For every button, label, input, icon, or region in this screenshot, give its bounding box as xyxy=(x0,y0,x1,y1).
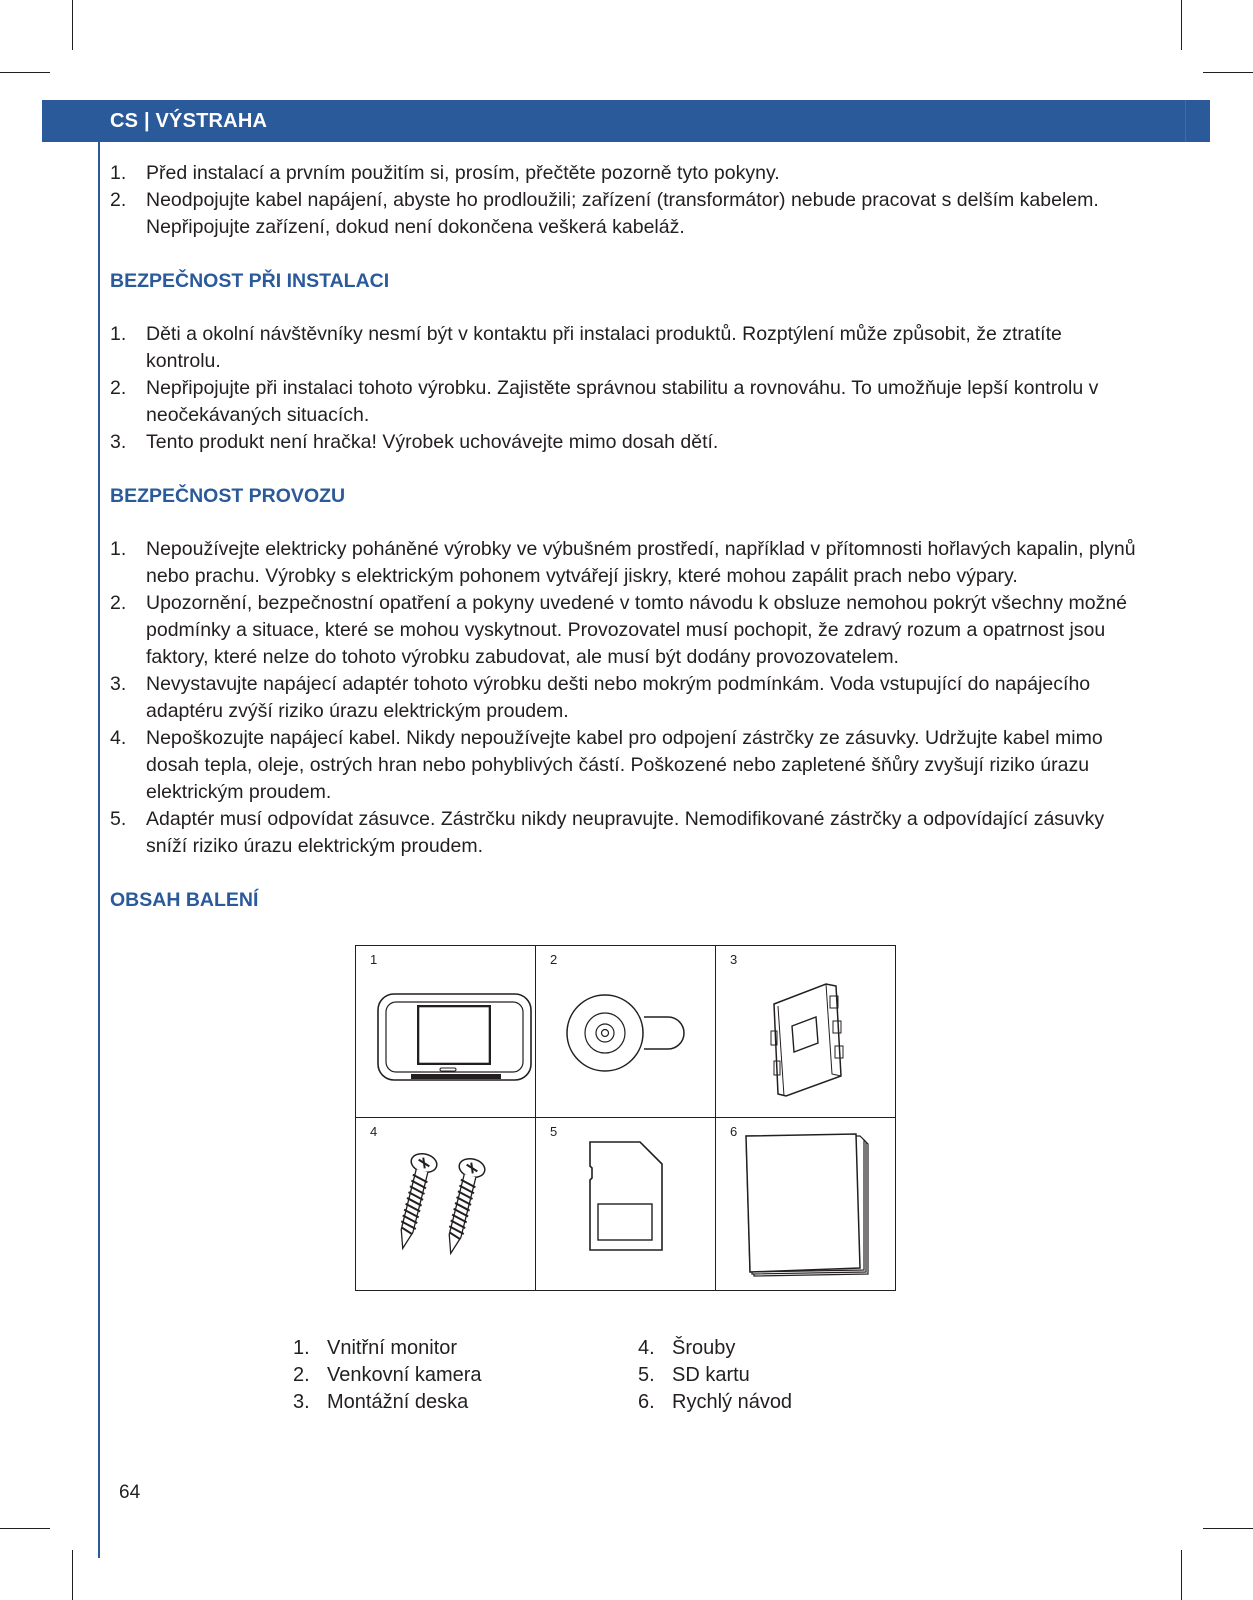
list-item xyxy=(110,429,1140,456)
figure-cell-6 xyxy=(716,1118,895,1290)
heading-installation-safety: BEZPEČNOST PŘI INSTALACI xyxy=(110,270,390,292)
sd-card-icon xyxy=(536,1118,716,1290)
crop-mark xyxy=(1181,0,1182,50)
item-text: Nepřipojujte při instalaci tohoto výrobku. Zajistěte správnou stabilitu a rovnováhu. To umožňuje lepší kontrolu v neočekávaných situacích. xyxy=(146,377,1099,426)
item-text: Nepoškozujte napájecí kabel. Nikdy nepoužívejte kabel pro odpojení zástrčky ze zásuvky. Udržujte kabel mimo dosah tepla, oleje, ostrých hran nebo pohyblivých částí. Poškozené nebo zapletené šňůry zvyšují riziko úrazu elektrickým proudem. xyxy=(146,727,1103,803)
mounting-plate-icon xyxy=(716,946,897,1118)
figure-cell-1 xyxy=(356,946,536,1118)
page-title: CS | VÝSTRAHA xyxy=(110,110,268,132)
figure-cell-4 xyxy=(356,1118,536,1290)
figure-cell-2 xyxy=(536,946,716,1118)
figure-cell-number: 4 xyxy=(370,1124,378,1139)
legend-item xyxy=(293,1389,482,1416)
item-text: Upozornění, bezpečnostní opatření a pokyny uvedené v tomto návodu k obsluze nemohou pokrýt všechny možné podmínky a situace, které se mohou vyskytnout. Provozovatel musí pochopit, že zdravý rozum a opatrnost jsou faktory, které nelze do tohoto výrobku zabudovat, ale musí být dodány provozovatelem. xyxy=(146,592,1128,668)
item-number: 5. xyxy=(638,1364,655,1386)
crop-mark xyxy=(0,1528,50,1529)
item-number: 4. xyxy=(638,1337,655,1359)
item-text: Nepoužívejte elektricky poháněné výrobky ve výbušném prostředí, například v přítomnosti hořlavých kapalin, plynů nebo prachu. Výrobky s elektrickým pohonem vytvářejí jiskry, které mohou zapálit prach nebo výpary. xyxy=(146,538,1136,587)
item-number: 2. xyxy=(110,189,127,211)
section-header-bar xyxy=(42,100,1210,142)
item-text: Rychlý návod xyxy=(672,1391,793,1413)
heading-operation-safety: BEZPEČNOST PROVOZU xyxy=(110,485,346,507)
item-number: 3. xyxy=(110,673,127,695)
legend-column-left xyxy=(293,1335,482,1416)
item-number: 1. xyxy=(110,323,127,345)
installation-list xyxy=(110,321,1140,456)
item-number: 1. xyxy=(293,1337,310,1359)
item-text: Neodpojujte kabel napájení, abyste ho prodloužili; zařízení (transformátor) nebude pracovat s delším kabelem. Nepřipojujte zařízení, dokud není dokončena veškerá kabeláž. xyxy=(146,189,1099,238)
legend-item xyxy=(638,1389,792,1416)
item-number: 3. xyxy=(293,1391,310,1413)
item-text: Nevystavujte napájecí adaptér tohoto výrobku dešti nebo mokrým podmínkám. Voda vstupující do napájecího adaptéru zvýší riziko úrazu elektrickým proudem. xyxy=(146,673,1091,722)
list-item xyxy=(110,806,1140,860)
legend-item xyxy=(293,1335,482,1362)
outdoor-camera-icon xyxy=(536,946,716,1118)
item-number: 1. xyxy=(110,162,127,184)
quick-guide-icon xyxy=(716,1118,897,1290)
item-text: Šrouby xyxy=(672,1337,736,1359)
item-text: SD kartu xyxy=(672,1364,750,1386)
figure-cell-number: 1 xyxy=(370,952,378,967)
intro-list xyxy=(110,160,1140,241)
item-number: 2. xyxy=(110,592,127,614)
margin-rule xyxy=(98,140,100,1558)
crop-mark xyxy=(1203,72,1253,73)
item-text: Před instalací a prvním použitím si, prosím, přečtěte pozorně tyto pokyny. xyxy=(146,162,780,184)
figure-cell-5 xyxy=(536,1118,716,1290)
item-number: 2. xyxy=(110,377,127,399)
figure-cell-number: 6 xyxy=(730,1124,738,1139)
figure-cell-number: 5 xyxy=(550,1124,558,1139)
list-item xyxy=(110,160,1140,187)
list-item xyxy=(110,536,1140,590)
figure-cell-number: 2 xyxy=(550,952,558,967)
item-number: 2. xyxy=(293,1364,310,1386)
crop-mark xyxy=(72,1550,73,1600)
legend-item xyxy=(638,1362,792,1389)
main-content xyxy=(110,160,1140,913)
figure-cell-number: 3 xyxy=(730,952,738,967)
item-text: Vnitřní monitor xyxy=(327,1337,458,1359)
crop-mark xyxy=(1203,1528,1253,1529)
item-text: Tento produkt není hračka! Výrobek uchovávejte mimo dosah dětí. xyxy=(146,431,719,453)
list-item xyxy=(110,590,1140,671)
list-item xyxy=(110,725,1140,806)
indoor-monitor-icon xyxy=(356,946,536,1118)
item-text: Adaptér musí odpovídat zásuvce. Zástrčku nikdy neupravujte. Nemodifikované zástrčky a odpovídající zásuvky sníží riziko úrazu elektrickým proudem. xyxy=(146,808,1105,857)
legend-column-right xyxy=(638,1335,792,1416)
list-item xyxy=(110,187,1140,241)
figure-cell-3 xyxy=(716,946,895,1118)
crop-mark xyxy=(72,0,73,50)
item-text: Montážní deska xyxy=(327,1391,469,1413)
item-number: 3. xyxy=(110,431,127,453)
crop-mark xyxy=(0,72,50,73)
screws-icon xyxy=(356,1118,536,1290)
item-number: 6. xyxy=(638,1391,655,1413)
page-number: 64 xyxy=(119,1482,141,1503)
heading-package-contents: OBSAH BALENÍ xyxy=(110,889,259,911)
package-contents-figure xyxy=(355,945,896,1291)
item-number: 1. xyxy=(110,538,127,560)
item-text: Venkovní kamera xyxy=(327,1364,482,1386)
list-item xyxy=(110,321,1140,375)
operation-list xyxy=(110,536,1140,860)
list-item xyxy=(110,671,1140,725)
legend-item xyxy=(638,1335,792,1362)
list-item xyxy=(110,375,1140,429)
item-number: 4. xyxy=(110,727,127,749)
header-divider xyxy=(1185,100,1186,142)
legend-item xyxy=(293,1362,482,1389)
item-text: Děti a okolní návštěvníky nesmí být v kontaktu při instalaci produktů. Rozptýlení může způsobit, že ztratíte kontrolu. xyxy=(146,323,1062,372)
crop-mark xyxy=(1181,1550,1182,1600)
item-number: 5. xyxy=(110,808,127,830)
